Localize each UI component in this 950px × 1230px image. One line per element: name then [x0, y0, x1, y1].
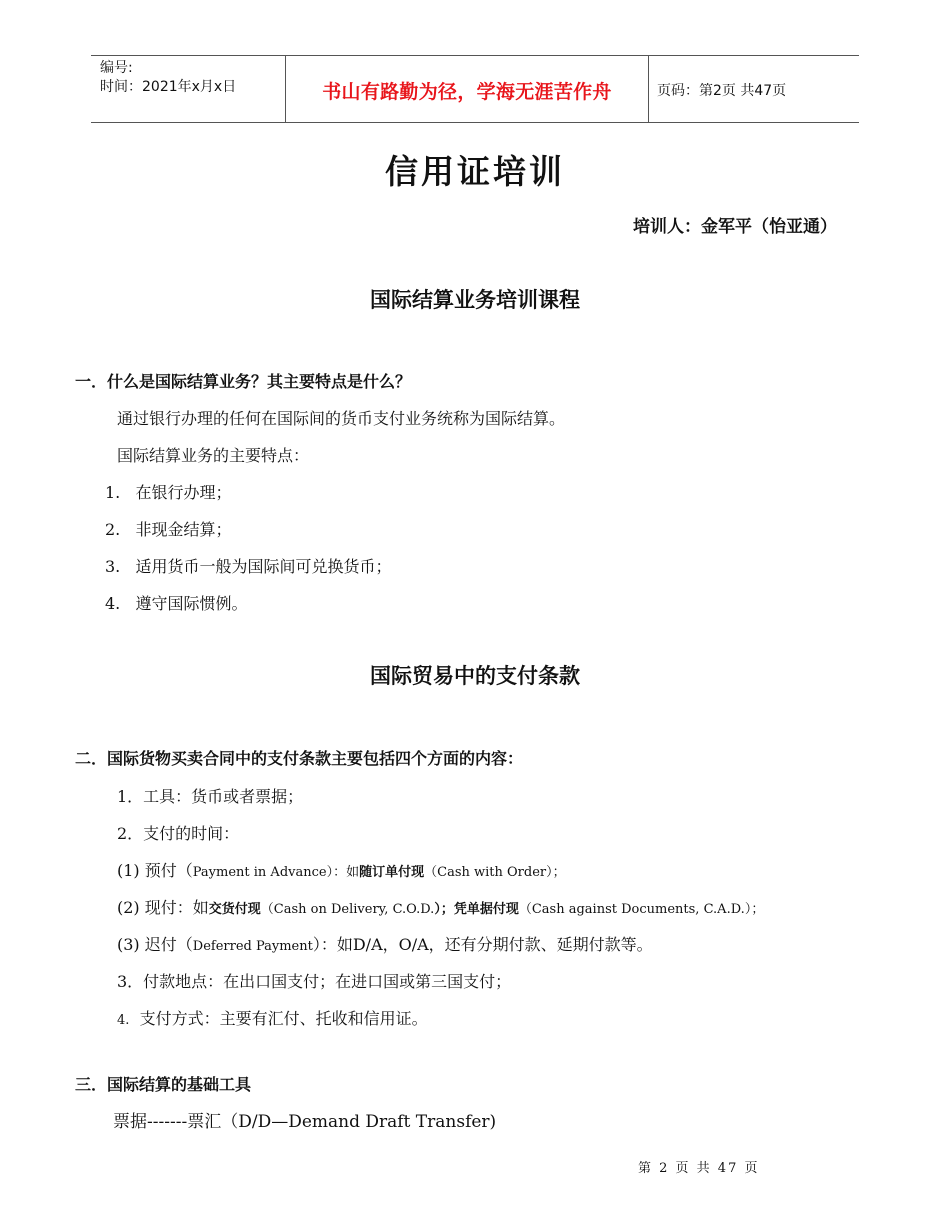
course-title: 国际结算业务培训课程: [370, 288, 580, 312]
sub1-english: Payment in Advance: [192, 865, 327, 880]
section3-line: 票据-------票汇（D/D—Demand Draft Transfer): [113, 1112, 497, 1132]
section1-features-intro: 国际结算业务的主要特点：: [117, 446, 310, 465]
sub1-mid: ）：如: [326, 865, 360, 880]
feature-item: [105, 517, 232, 540]
sub2-bold1: 交货付现: [208, 902, 261, 917]
feature-number: 4.: [105, 594, 121, 613]
time-label: 时间：2021年x月x日: [100, 79, 237, 95]
section2-heading: 二．国际货物买卖合同中的支付条款主要包括四个方面的内容：: [75, 749, 524, 768]
sub1-english2: Cash with Order: [437, 865, 547, 880]
sub2-english2: Cash against Documents, C.A.D.: [531, 902, 745, 917]
feature-text: 在银行办理；: [135, 483, 232, 502]
section2-item3: 3．付款地点：在出口国支付；在进口国或第三国支付；: [117, 972, 512, 991]
sub2-bold2: 凭单据付现: [453, 902, 519, 917]
sub2-close1: ）；: [434, 902, 454, 917]
section1-heading: 一．什么是国际结算业务？其主要特点是什么？: [75, 372, 412, 391]
payment-title: 国际贸易中的支付条款: [370, 664, 580, 688]
sub3-lead: (3) 迟付（: [117, 935, 193, 954]
section1-definition: 通过银行办理的任何在国际间的货币支付业务统称为国际结算。: [117, 409, 566, 428]
sub3-rest: ）：如D/A，O/A，还有分期付款、延期付款等。: [312, 935, 653, 954]
feature-item: [105, 480, 232, 503]
header-meta-cell: [91, 56, 286, 122]
payment-deferred-line: [117, 932, 653, 955]
sub1-paren: （: [424, 865, 438, 880]
sub2-close2: ）；: [744, 902, 765, 917]
feature-number: 3.: [105, 557, 121, 576]
feature-number: 2.: [105, 520, 121, 539]
payment-spot-line: [117, 895, 764, 918]
sub3-english: Deferred Payment: [192, 939, 313, 954]
section2-item2: 2．支付的时间：: [117, 824, 240, 843]
feature-number: 1.: [105, 483, 121, 502]
sub2-english1: Cash on Delivery, C.O.D.: [273, 902, 435, 917]
payment-advance-line: [117, 858, 566, 881]
page-footer: 第 2 页 共 47 页: [638, 1161, 760, 1176]
section2-item1: 1．工具：货币或者票据；: [117, 787, 304, 806]
section2-item4: [117, 1006, 428, 1029]
sub1-end: ）；: [546, 865, 566, 880]
trainer-line: 培训人：金军平（怡亚通）: [633, 217, 837, 237]
sub2-lead: (2) 现付：如: [117, 898, 209, 917]
number-label: 编号:: [100, 60, 133, 76]
section3-heading: 三．国际结算的基础工具: [75, 1075, 252, 1094]
header-page-info: 页码：第2页 共47页: [657, 83, 787, 99]
header-motto: 书山有路勤为径，学海无涯苦作舟: [286, 56, 649, 122]
page-header: [91, 55, 859, 123]
feature-text: 非现金结算；: [135, 520, 232, 539]
sub1-lead: (1) 预付（: [117, 861, 193, 880]
sub2-paren2: （: [518, 902, 532, 917]
sub2-paren1: （: [260, 902, 274, 917]
item4-text: 支付方式：主要有汇付、托收和信用证。: [139, 1009, 428, 1028]
feature-item: [105, 554, 392, 577]
item4-number: 4.: [117, 1013, 130, 1028]
feature-text: 适用货币一般为国际间可兑换货币；: [135, 557, 392, 576]
sub1-bold: 随订单付现: [359, 865, 425, 880]
feature-text: 遵守国际惯例。: [135, 594, 248, 613]
document-title: 信用证培训: [385, 152, 565, 191]
feature-item: [105, 591, 248, 614]
